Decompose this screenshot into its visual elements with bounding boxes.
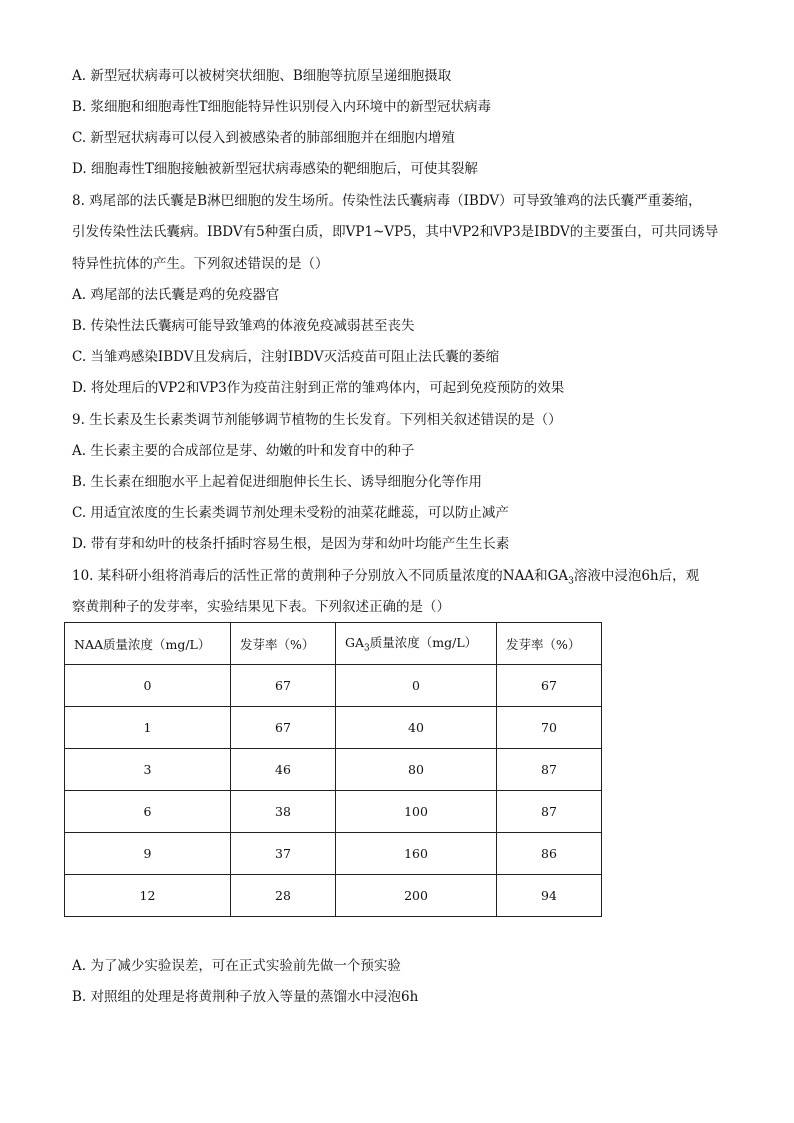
q10-stem-line-1-end: 溶液中浸泡6h后，观 <box>573 568 700 584</box>
table-cell: 67 <box>497 665 602 707</box>
table-cell: 67 <box>231 665 336 707</box>
table-cell: 87 <box>497 791 602 833</box>
q8-option-a: A. 鸡尾部的法氏囊是鸡的免疫器官 <box>72 287 280 303</box>
table-cell: 0 <box>336 665 497 707</box>
q9-stem: 9. 生长素及生长素类调节剂能够调节植物的生长发育。下列相关叙述错误的是（） <box>72 412 562 428</box>
table-row <box>65 833 602 875</box>
table-cell: 80 <box>336 749 497 791</box>
table-cell: 70 <box>497 707 602 749</box>
table-cell: 28 <box>231 875 336 917</box>
table-cell: 86 <box>497 833 602 875</box>
table-row <box>65 707 602 749</box>
header-naa-concentration: NAA质量浓度（mg/L） <box>65 623 231 665</box>
table-row <box>65 665 602 707</box>
q9-option-d: D. 带有芽和幼叶的枝条扦插时容易生根，是因为芽和幼叶均能产生生长素 <box>72 536 510 552</box>
table-row <box>65 875 602 917</box>
table-cell: 94 <box>497 875 602 917</box>
q7-option-b: B. 浆细胞和细胞毒性T细胞能特异性识别侵入内环境中的新型冠状病毒 <box>72 99 492 115</box>
germination-table <box>64 622 602 917</box>
q8-option-b: B. 传染性法氏囊病可能导致雏鸡的体液免疫减弱甚至丧失 <box>72 318 415 334</box>
q9-option-b: B. 生长素在细胞水平上起着促进细胞伸长生长、诱导细胞分化等作用 <box>72 474 483 490</box>
table-cell: 160 <box>336 833 497 875</box>
table-cell: 67 <box>231 707 336 749</box>
header-ga3-b: 质量浓度（mg/L） <box>369 635 478 651</box>
q7-option-c: C. 新型冠状病毒可以侵入到被感染者的肺部细胞并在细胞内增殖 <box>72 130 455 146</box>
q8-option-d: D. 将处理后的VP2和VP3作为疫苗注射到正常的雏鸡体内，可起到免疫预防的效果 <box>72 380 565 396</box>
q10-stem-subscript: 3 <box>568 576 574 587</box>
q7-option-a: A. 新型冠状病毒可以被树突状细胞、B细胞等抗原呈递细胞摄取 <box>72 68 452 84</box>
table-cell: 3 <box>65 749 231 791</box>
q8-stem-line-1: 8. 鸡尾部的法氏囊是B淋巴细胞的发生场所。传染性法氏囊病毒（IBDV）可导致雏鸡的法氏囊严重萎缩， <box>72 193 702 209</box>
table-cell: 100 <box>336 791 497 833</box>
header-germination-rate-2: 发芽率（%） <box>497 623 602 665</box>
table-cell: 200 <box>336 875 497 917</box>
header-germination-rate-1: 发芽率（%） <box>231 623 336 665</box>
header-ga3-a: GA <box>345 635 365 651</box>
table-cell: 12 <box>65 875 231 917</box>
table-header-row <box>65 623 602 665</box>
q8-option-c: C. 当雏鸡感染IBDV且发病后，注射IBDV灭活疫苗可阻止法氏囊的萎缩 <box>72 349 500 365</box>
q7-option-d: D. 细胞毒性T细胞接触被新型冠状病毒感染的靶细胞后，可使其裂解 <box>72 161 478 177</box>
header-ga3-sub: 3 <box>364 643 370 654</box>
q10-stem-line-1 <box>72 566 699 592</box>
table-cell: 0 <box>65 665 231 707</box>
q10-option-b: B. 对照组的处理是将黄荆种子放入等量的蒸馏水中浸泡6h <box>72 989 419 1005</box>
table-cell: 38 <box>231 791 336 833</box>
q10-stem-line-1-start: 10. 某科研小组将消毒后的活性正常的黄荆种子分别放入不同质量浓度的NAA和GA <box>72 568 569 584</box>
q10-stem-line-2: 察黄荆种子的发芽率，实验结果见下表。下列叙述正确的是（） <box>72 599 450 615</box>
table-cell: 87 <box>497 749 602 791</box>
q9-option-a: A. 生长素主要的合成部位是芽、幼嫩的叶和发育中的种子 <box>72 443 415 459</box>
table-cell: 40 <box>336 707 497 749</box>
table-row <box>65 749 602 791</box>
table-row <box>65 791 602 833</box>
q8-stem-line-2: 引发传染性法氏囊病。IBDV有5种蛋白质，即VP1~VP5，其中VP2和VP3是IBDV的主要蛋白，可共同诱导 <box>72 224 719 240</box>
table-cell: 37 <box>231 833 336 875</box>
q9-option-c: C. 用适宜浓度的生长素类调节剂处理未受粉的油菜花雌蕊，可以防止减产 <box>72 505 509 521</box>
q10-option-a: A. 为了减少实验误差，可在正式实验前先做一个预实验 <box>72 958 401 974</box>
table-cell: 9 <box>65 833 231 875</box>
table-cell: 1 <box>65 707 231 749</box>
header-ga3-concentration <box>336 623 497 665</box>
q8-stem-line-3: 特异性抗体的产生。下列叙述错误的是（） <box>72 256 329 272</box>
table-cell: 46 <box>231 749 336 791</box>
table-cell: 6 <box>65 791 231 833</box>
